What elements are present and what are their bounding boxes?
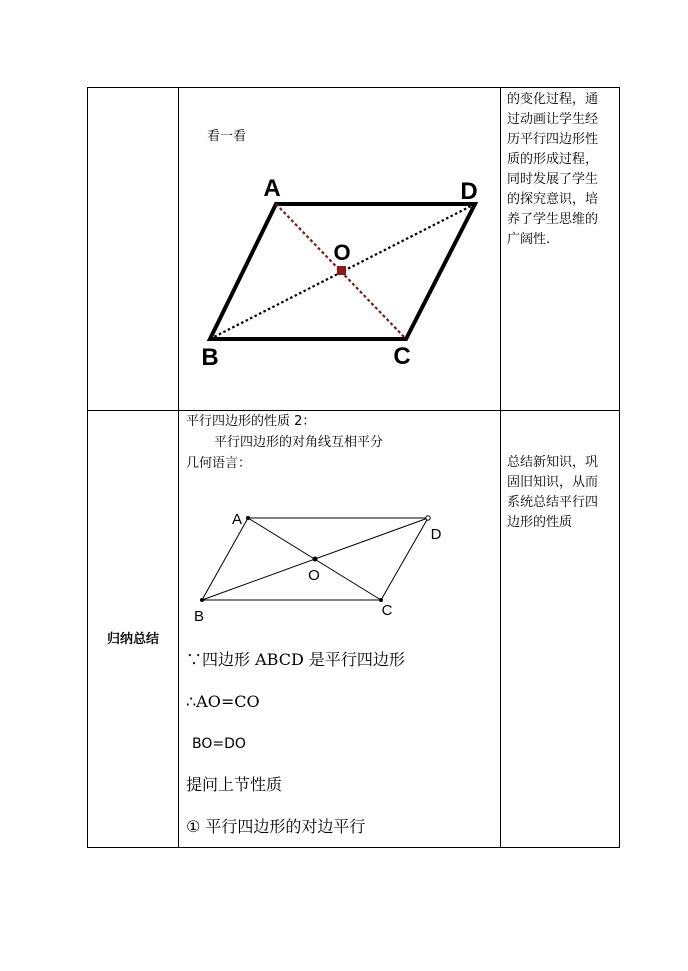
property-item-1: ① 平行四边形的对边平行 (186, 817, 366, 836)
vertex-label-a: A (231, 511, 243, 528)
text-line: 过动画让学生经 (507, 112, 599, 127)
vertex-label-b: B (201, 344, 219, 371)
center-label-o: O (333, 240, 351, 265)
text-line: 边形的性质 (507, 515, 573, 530)
parallelogram-diagram-thin (185, 500, 485, 630)
bo-do-statement: BO=DO (192, 736, 246, 752)
vertex-label-c: C (393, 343, 411, 370)
look-caption: 看一看 (207, 129, 247, 144)
text-line: 总结新知识，巩 (507, 455, 599, 470)
text-line: 质的形成过程， (507, 152, 599, 167)
point-b (200, 598, 204, 602)
text-line: 的探究意识，培 (507, 192, 599, 207)
table-column-divider-1 (178, 87, 179, 848)
property-title: 平行四边形的性质 2： (186, 414, 316, 429)
text-line: 同时发展了学生 (507, 172, 599, 187)
point-d (426, 516, 430, 520)
center-label-o: O (308, 567, 320, 584)
table-bottom-border (87, 847, 620, 848)
vertex-label-b: B (193, 608, 205, 625)
center-point-o (337, 266, 346, 275)
vertex-label-d: D (430, 526, 442, 543)
row2-right-text (507, 453, 598, 533)
vertex-label-d: D (460, 178, 478, 205)
point-a (246, 516, 250, 520)
table-column-divider-2 (500, 87, 501, 848)
parallelogram-diagram-bold (180, 170, 500, 380)
table-left-border (87, 87, 88, 848)
vertex-label-c: C (381, 602, 393, 619)
text-line: 养了学生思维的 (507, 212, 599, 227)
text-line: 的变化过程，通 (507, 92, 599, 107)
point-o (313, 557, 318, 562)
row1-right-text (507, 90, 598, 250)
text-line: 系统总结平行四 (507, 495, 599, 510)
table-row-divider (87, 410, 620, 411)
therefore-statement: ∴AO=CO (186, 692, 260, 711)
text-line: 历平行四边形性 (507, 132, 599, 147)
table-top-border (87, 87, 620, 88)
text-line: 广阔性. (507, 232, 551, 247)
section-label: 归纳总结 (107, 632, 160, 647)
because-statement: ∵四边形 ABCD 是平行四边形 (186, 650, 405, 669)
geometry-language-label: 几何语言： (186, 456, 252, 471)
question-prompt: 提问上节性质 (186, 775, 283, 794)
property-statement: 平行四边形的对角线互相平分 (214, 435, 384, 450)
text-line: 固旧知识，从而 (507, 475, 599, 490)
vertex-label-a: A (263, 175, 281, 202)
table-right-border (619, 87, 620, 848)
